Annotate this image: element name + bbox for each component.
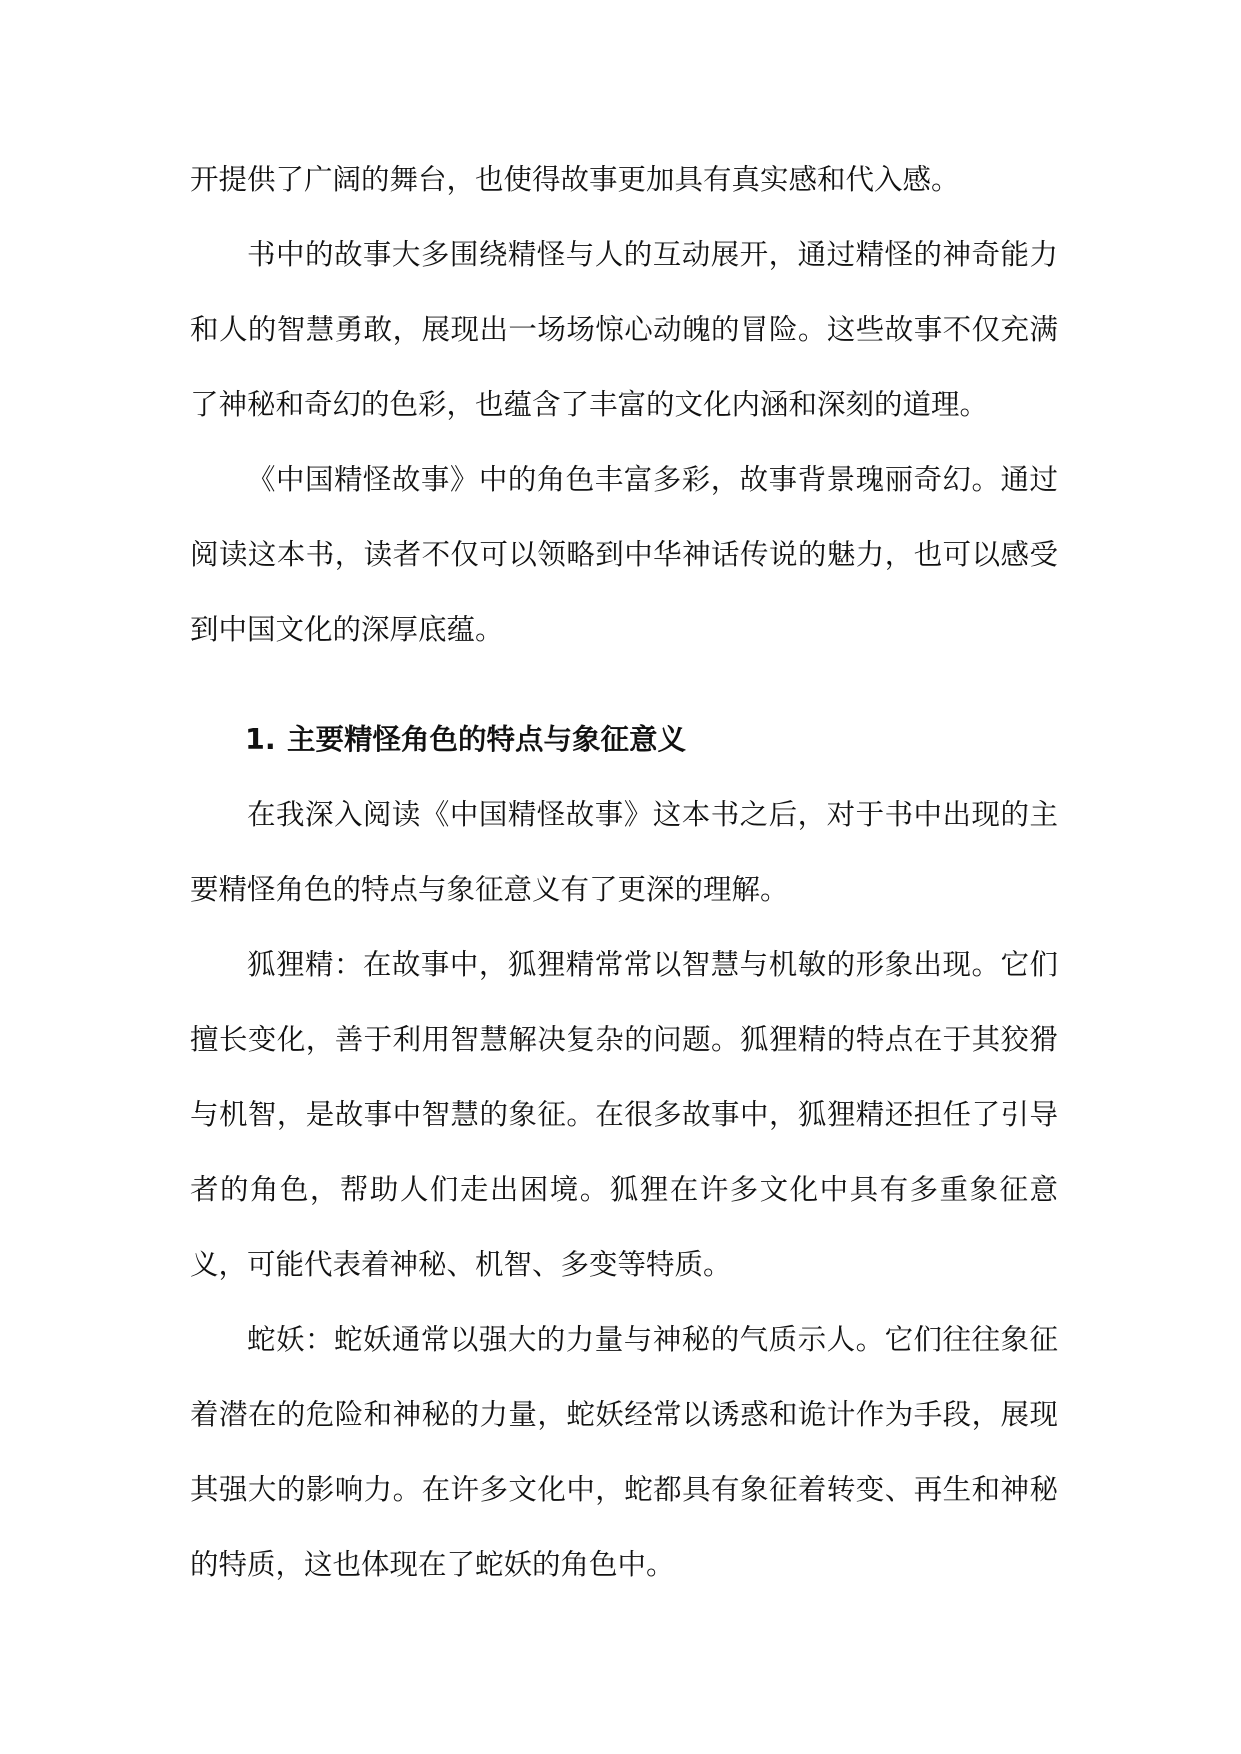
section-spacer bbox=[190, 667, 1058, 702]
paragraph-snake-demon: 蛇妖：蛇妖通常以强大的力量与神秘的气质示人。它们往往象征着潜在的危险和神秘的力量，蛇妖经常以诱惑和诡计作为手段，展现其强大的影响力。在许多文化中，蛇都具有象征着转变、再生和神秘的特质，这也体现在了蛇妖的角色中。 bbox=[190, 1323, 1058, 1581]
paragraph-book-summary: 《中国精怪故事》中的角色丰富多彩，故事背景瑰丽奇幻。通过阅读这本书，读者不仅可以领略到中华神话传说的魅力，也可以感受到中国文化的深厚底蕴。 bbox=[190, 463, 1058, 646]
section-heading bbox=[190, 702, 1058, 777]
paragraph-fox-spirit: 狐狸精：在故事中，狐狸精常常以智慧与机敏的形象出现。它们擅长变化，善于利用智慧解决复杂的问题。狐狸精的特点在于其狡猾与机智，是故事中智慧的象征。在很多故事中，狐狸精还担任了引导者的角色，帮助人们走出困境。狐狸在许多文化中具有多重象征意义，可能代表着神秘、机智、多变等特质。 bbox=[190, 948, 1058, 1281]
section-title: 主要精怪角色的特点与象征意义 bbox=[287, 723, 687, 756]
section-number: 1. bbox=[245, 723, 276, 756]
paragraph-story-interaction: 书中的故事大多围绕精怪与人的互动展开，通过精怪的神奇能力和人的智慧勇敢，展现出一场场惊心动魄的冒险。这些故事不仅充满了神秘和奇幻的色彩，也蕴含了丰富的文化内涵和深刻的道理。 bbox=[190, 238, 1058, 421]
paragraph-intro: 在我深入阅读《中国精怪故事》这本书之后，对于书中出现的主要精怪角色的特点与象征意义有了更深的理解。 bbox=[190, 798, 1058, 906]
document-body bbox=[190, 142, 1058, 1602]
paragraph-continuation: 开提供了广阔的舞台，也使得故事更加具有真实感和代入感。 bbox=[190, 163, 960, 196]
